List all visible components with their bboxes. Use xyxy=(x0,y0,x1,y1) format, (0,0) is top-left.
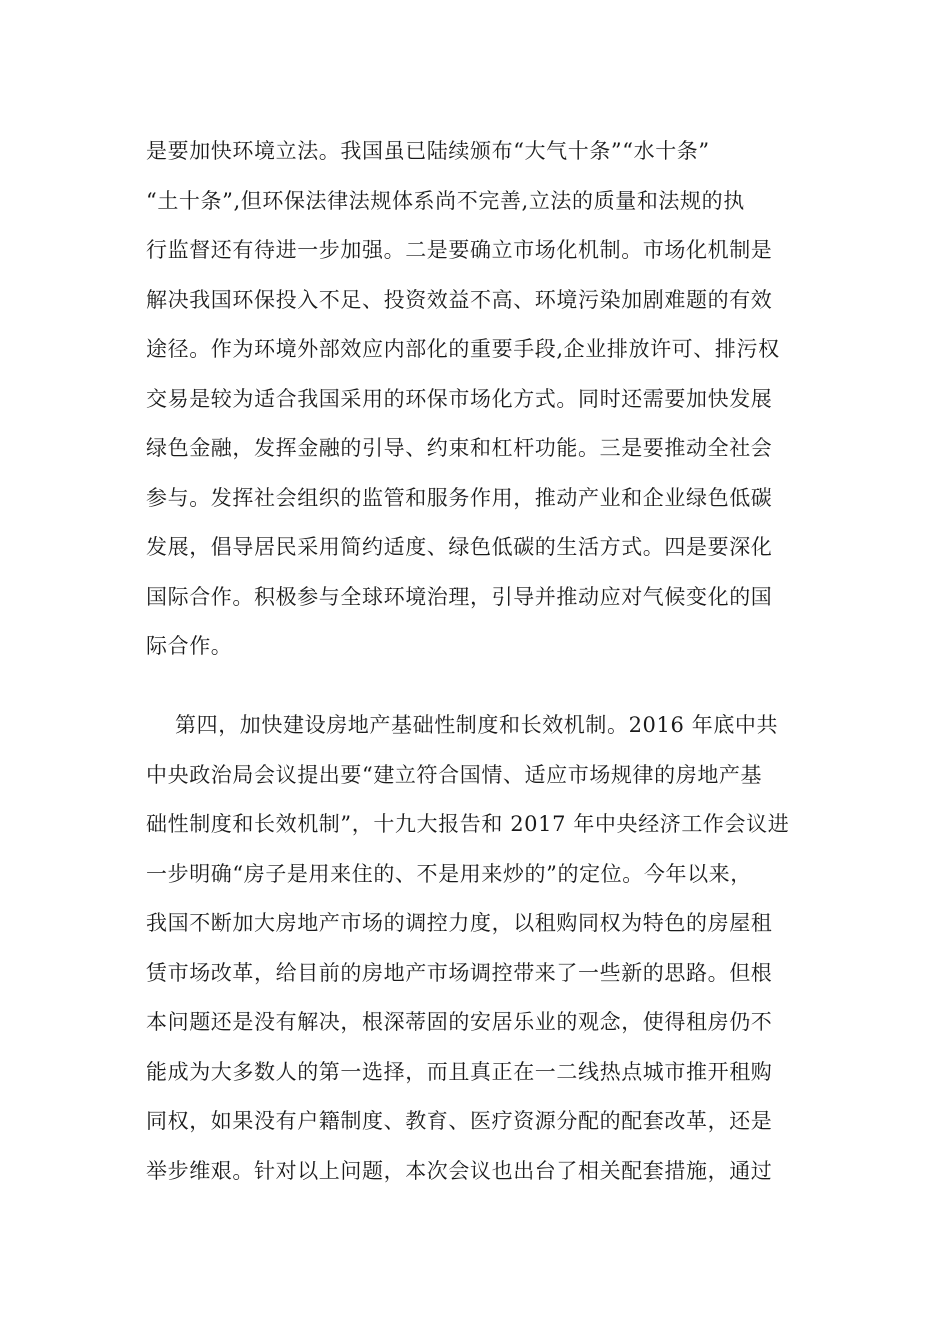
paragraph-2-line-9: 同权，如果没有户籍制度、教育、医疗资源分配的配套改革，还是 xyxy=(146,1109,773,1133)
paragraph-1-line-5: 途径。作为环境外部效应内部化的重要手段,企业排放许可、排污权 xyxy=(146,337,780,361)
paragraph-1-line-1: 是要加快环境立法。我国虽已陆续颁布“大气十条”“水十条” xyxy=(146,139,710,163)
paragraph-1-line-4: 解决我国环保投入不足、投资效益不高、环境污染加剧难题的有效 xyxy=(146,288,773,312)
paragraph-1-line-2: “土十条”,但环保法律法规体系尚不完善,立法的质量和法规的执 xyxy=(146,189,745,213)
paragraph-2-line-8: 能成为大多数人的第一选择，而且真正在一二线热点城市推开租购 xyxy=(146,1060,773,1084)
paragraph-2-line-5: 我国不断加大房地产市场的调控力度，以租购同权为特色的房屋租 xyxy=(146,911,773,935)
paragraph-1-line-10: 国际合作。积极参与全球环境治理，引导并推动应对气候变化的国 xyxy=(146,585,773,609)
paragraph-2-line-1: 第四，加快建设房地产基础性制度和长效机制。2016 年底中共 xyxy=(175,713,779,737)
paragraph-1-line-7: 绿色金融，发挥金融的引导、约束和杠杆功能。三是要推动全社会 xyxy=(146,436,773,460)
paragraph-2-line-10: 举步维艰。针对以上问题，本次会议也出台了相关配套措施，通过 xyxy=(146,1159,773,1183)
paragraph-1-line-9: 发展，倡导居民采用简约适度、绿色低碳的生活方式。四是要深化 xyxy=(146,535,773,559)
paragraph-2-line-3: 础性制度和长效机制”，十九大报告和 2017 年中央经济工作会议进 xyxy=(146,812,790,836)
paragraph-1-line-8: 参与。发挥社会组织的监管和服务作用，推动产业和企业绿色低碳 xyxy=(146,486,773,510)
paragraph-2-line-6: 赁市场改革，给目前的房地产市场调控带来了一些新的思路。但根 xyxy=(146,961,773,985)
paragraph-1-line-6: 交易是较为适合我国采用的环保市场化方式。同时还需要加快发展 xyxy=(146,387,773,411)
paragraph-2-line-4: 一步明确“房子是用来住的、不是用来炒的”的定位。今年以来， xyxy=(146,862,752,886)
paragraph-1-line-3: 行监督还有待进一步加强。二是要确立市场化机制。市场化机制是 xyxy=(146,238,773,262)
paragraph-1-line-11: 际合作。 xyxy=(146,634,233,658)
paragraph-2-line-7: 本问题还是没有解决，根深蒂固的安居乐业的观念，使得租房仍不 xyxy=(146,1010,773,1034)
paragraph-2-line-2: 中央政治局会议提出要“建立符合国情、适应市场规律的房地产基 xyxy=(146,763,763,787)
